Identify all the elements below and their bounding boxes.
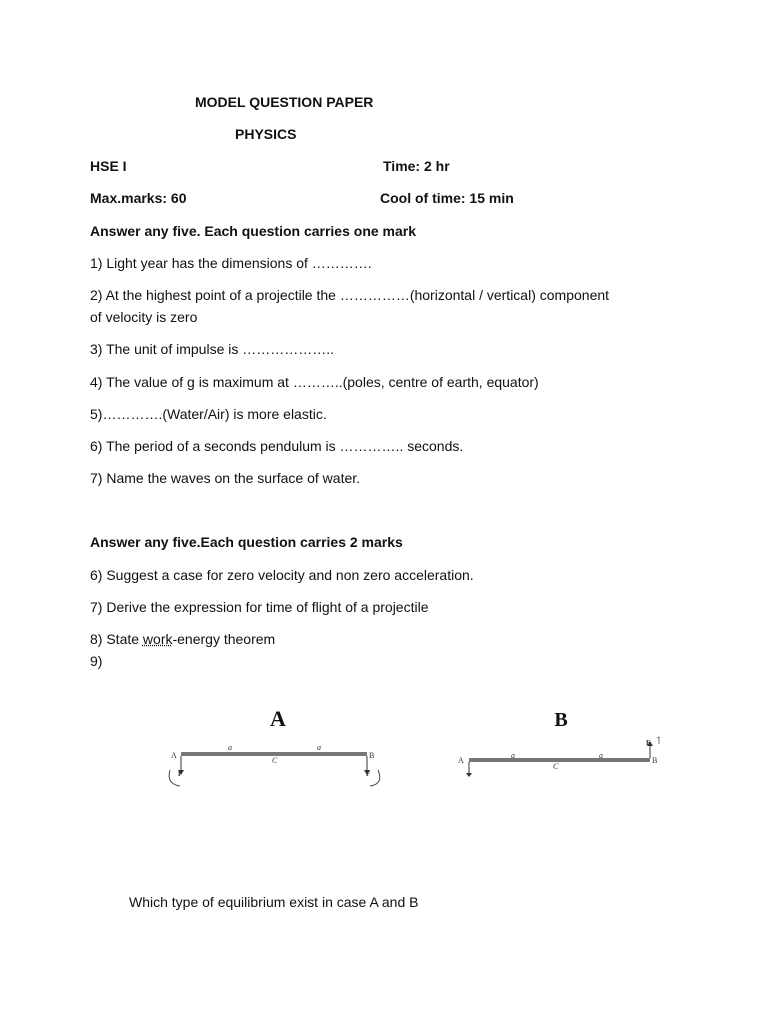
figure-a-rotation-right-icon xyxy=(370,770,380,786)
figure-b-seg1: a xyxy=(511,751,515,760)
max-marks-label: Max.marks: 60 xyxy=(90,190,187,206)
figure-a-label: A xyxy=(270,706,286,731)
question-2m-6: 6) Suggest a case for zero velocity and non zero acceleration. xyxy=(90,567,474,583)
paper-title: MODEL QUESTION PAPER xyxy=(195,94,374,110)
figure-b-end-b: B xyxy=(652,756,658,765)
figure-b-force: F xyxy=(646,739,651,747)
question-7: 7) Name the waves on the surface of water. xyxy=(90,470,361,486)
q8-prefix: 8) State xyxy=(90,631,143,647)
equilibrium-question: Which type of equilibrium exist in case A and B xyxy=(129,894,419,910)
figure-a-end-a: A xyxy=(171,751,177,760)
figure-a-force-left: F xyxy=(178,770,183,778)
figure-b-label: B xyxy=(554,709,568,731)
q8-underlined-word: work xyxy=(142,631,173,647)
class-label: HSE I xyxy=(90,158,127,174)
subject-title: PHYSICS xyxy=(235,126,297,142)
section1-instruction: Answer any five. Each question carries one mark xyxy=(90,223,417,239)
question-4: 4) The value of g is maximum at ………..(poles, centre of earth, equator) xyxy=(90,374,539,390)
figure-a-seg1: a xyxy=(228,743,232,752)
question-2m-8 xyxy=(90,631,275,647)
question-6: 6) The period of a seconds pendulum is ………….. seconds. xyxy=(90,438,464,454)
equilibrium-figures xyxy=(0,700,768,850)
figure-a-seg2: a xyxy=(317,743,321,752)
figure-a-center-c: C xyxy=(272,756,278,765)
question-2m-9: 9) xyxy=(90,653,103,669)
question-3: 3) The unit of impulse is ……………….. xyxy=(90,341,335,357)
section2-instruction: Answer any five.Each question carries 2 marks xyxy=(90,534,403,550)
time-label: Time: 2 hr xyxy=(383,158,450,174)
cool-time-label: Cool of time: 15 min xyxy=(380,190,514,206)
question-1: 1) Light year has the dimensions of …………. xyxy=(90,255,372,271)
question-2-line2: of velocity is zero xyxy=(90,309,198,325)
question-2m-7: 7) Derive the expression for time of flight of a projectile xyxy=(90,599,429,615)
figure-a-force-right: F xyxy=(366,770,371,778)
figure-b-end-a: A xyxy=(458,756,464,765)
figure-b-center-c: C xyxy=(553,762,559,771)
question-5: 5)………….(Water/Air) is more elastic. xyxy=(90,406,327,422)
figure-a-end-b: B xyxy=(369,751,375,760)
figure-b-tick-mark-icon xyxy=(657,737,659,744)
q8-suffix: -energy theorem xyxy=(172,631,276,647)
figure-b-force-down-arrow-icon xyxy=(466,762,472,777)
figure-b-seg2: a xyxy=(599,751,603,760)
question-2-line1: 2) At the highest point of a projectile the ……………(horizontal / vertical) component xyxy=(90,287,610,303)
